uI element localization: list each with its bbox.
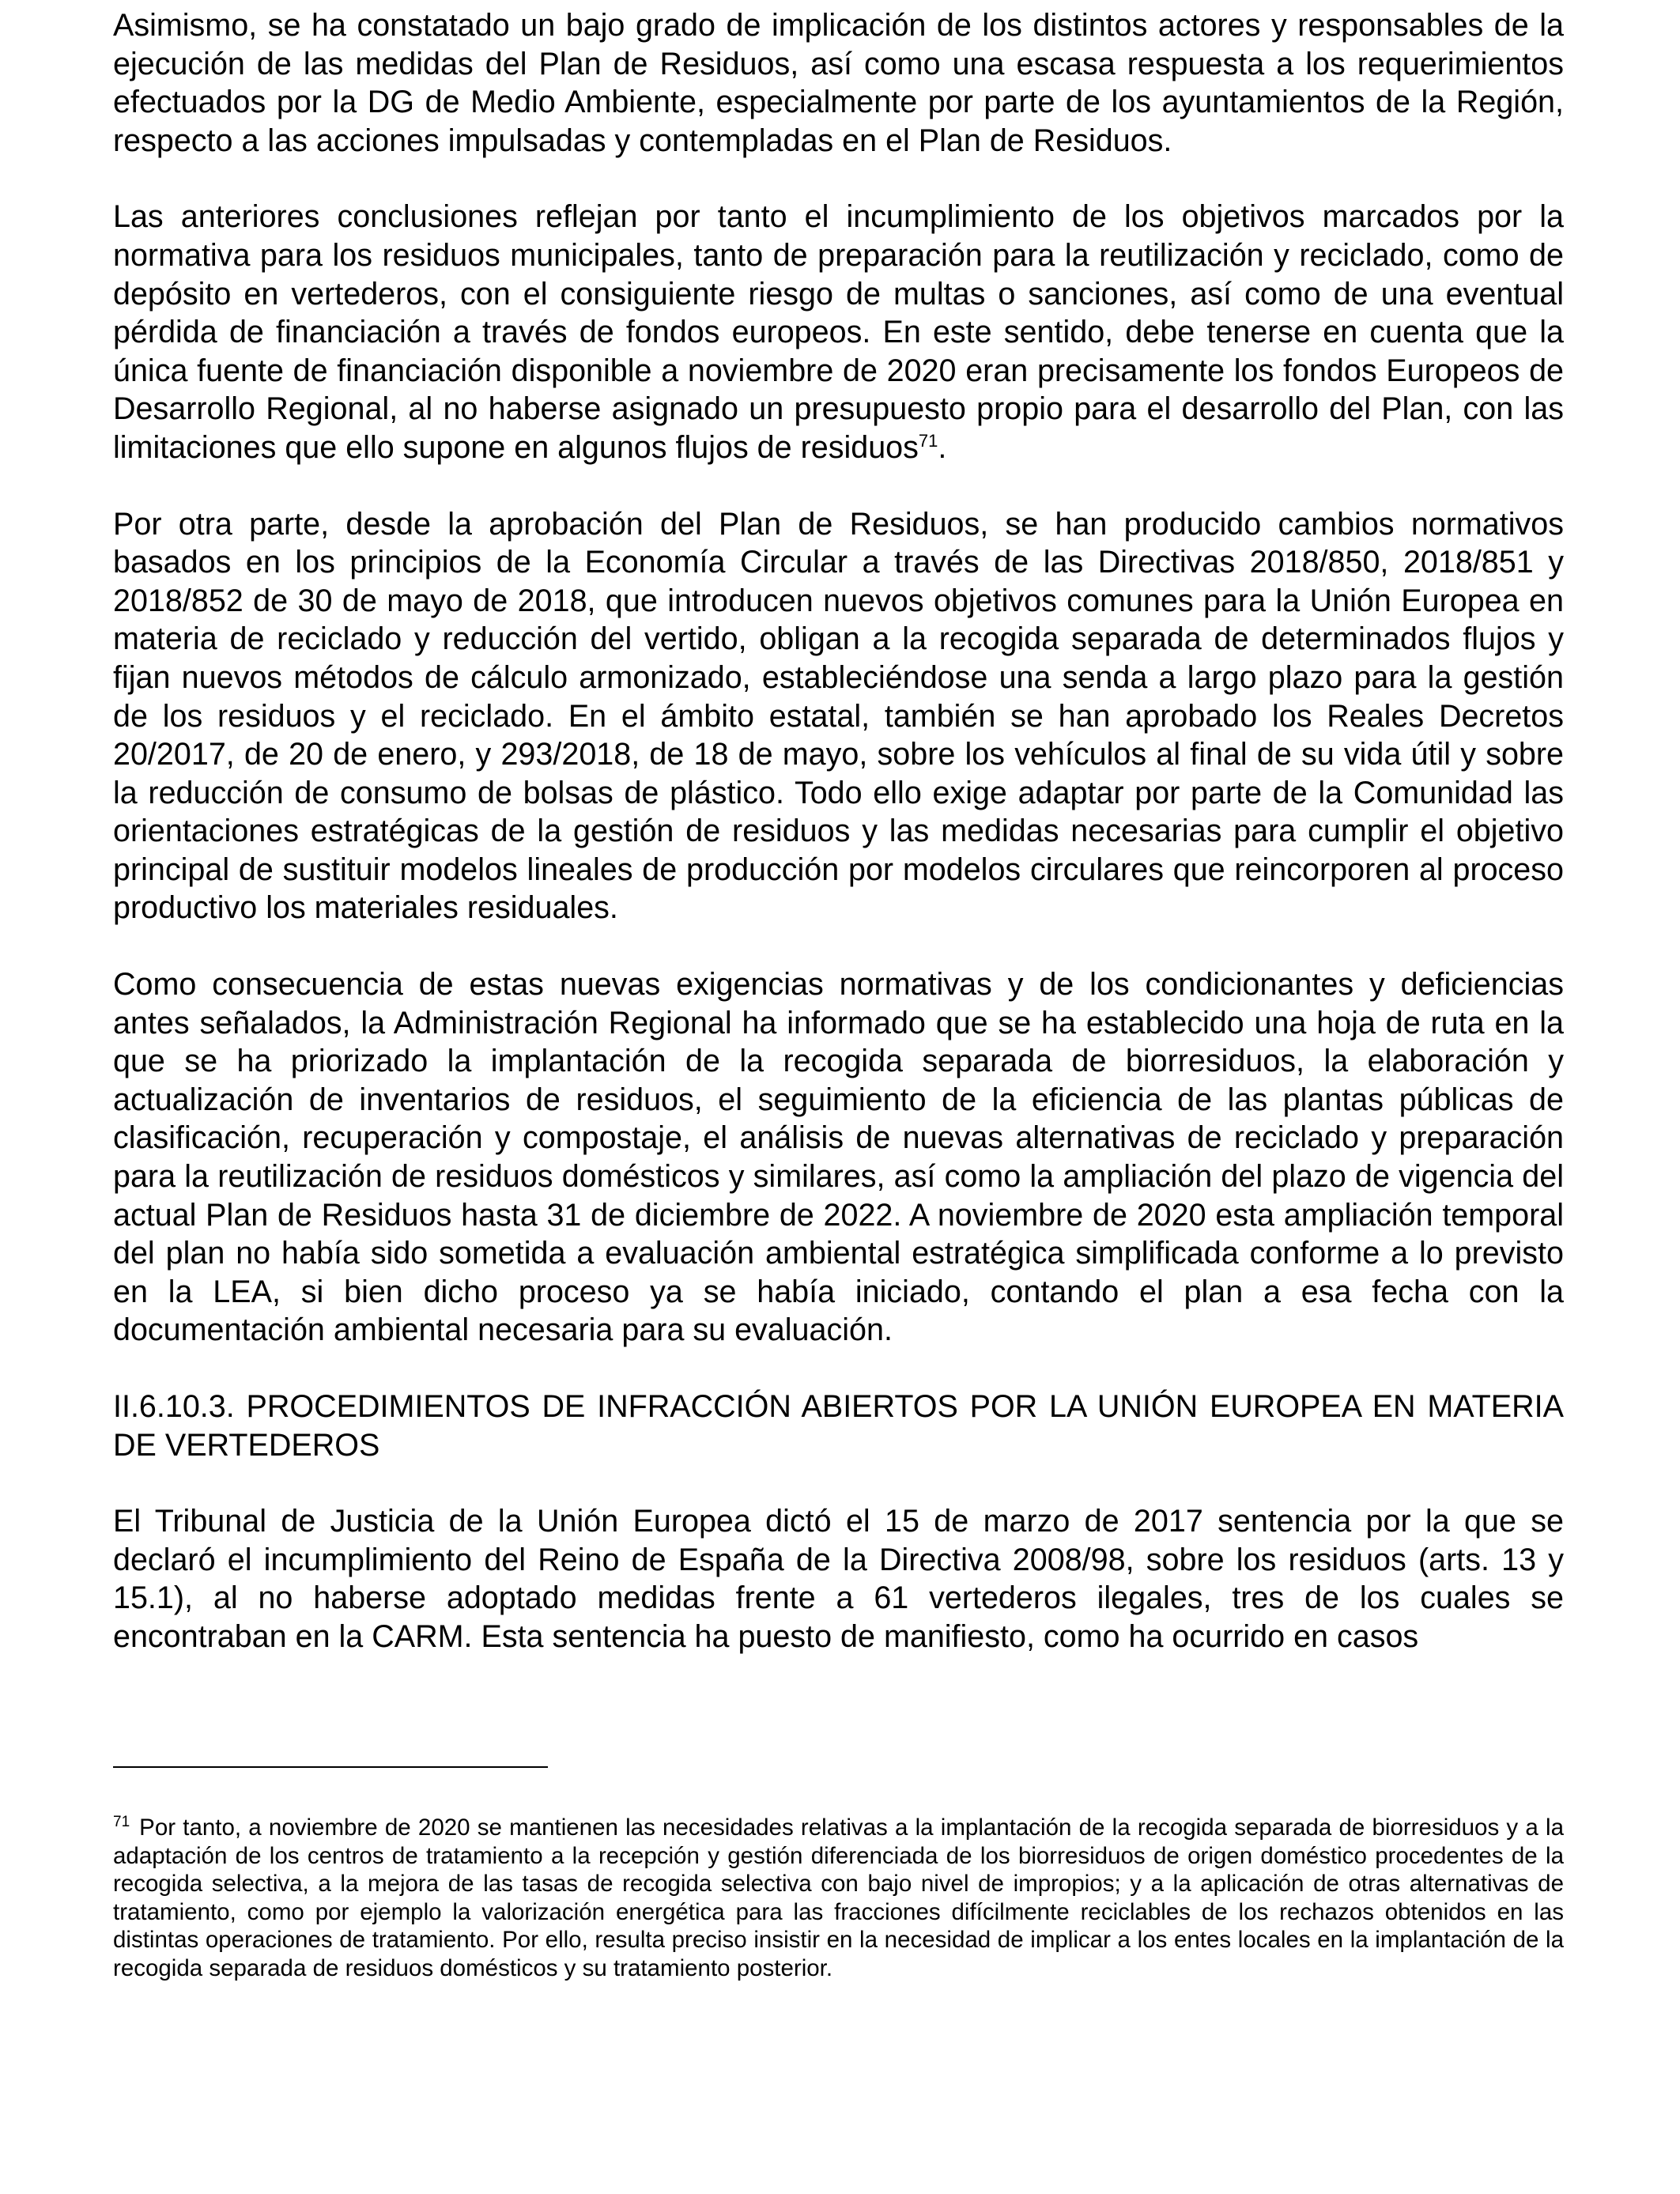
footnote (113, 1814, 1564, 1982)
body-text (113, 6, 1564, 1694)
section-paragraph: El Tribunal de Justicia de la Unión Europea dictó el 15 de marzo de 2017 sentencia por la que se declaró el incumplimiento del Reino de España de la Directiva 2008/98, sobre los residuos (arts. 13 y 15.1), al no haberse adoptado medidas frente a 61 vertederos ilegales, tres de los cuales se encontraban en la CARM. Esta sentencia ha puesto de manifiesto, como ha ocurrido en casos (113, 1504, 1564, 1654)
footnote-separator (113, 1766, 548, 1768)
footnote-number: 71 (113, 1814, 130, 1831)
paragraph-2 (113, 198, 1564, 466)
paragraph-2-end: . (938, 429, 947, 465)
section-heading: II.6.10.3. PROCEDIMIENTOS DE INFRACCIÓN ABIERTOS POR LA UNIÓN EUROPEA EN MATERIA DE VERTEDEROS (113, 1389, 1564, 1463)
paragraph-3: Por otra parte, desde la aprobación del Plan de Residuos, se han producido cambios normativos basados en los principios de la Economía Circular a través de las Directivas 2018/850, 2018/851 y 2018/852 de 30 de mayo de 2018, que introducen nuevos objetivos comunes para la Unión Europea en materia de reciclado y reducción del vertido, obligan a la recogida separada de determinados flujos y fijan nuevos métodos de cálculo armonizado, estableciéndose una senda a largo plazo para la gestión de los residuos y el reciclado. En el ámbito estatal, también se han aprobado los Reales Decretos 20/2017, de 20 de enero, y 293/2018, de 18 de mayo, sobre los vehículos al final de su vida útil y sobre la reducción de consumo de bolsas de plástico. Todo ello exige adaptar por parte de la Comunidad las orientaciones estratégicas de la gestión de residuos y las medidas necesarias para cumplir el objetivo principal de sustituir modelos lineales de producción por modelos circulares que reincorporen al proceso productivo los materiales residuales. (113, 506, 1564, 926)
paragraph-4: Como consecuencia de estas nuevas exigencias normativas y de los condicionantes y deficiencias antes señalados, la Administración Regional ha informado que se ha establecido una hoja de ruta en la que se ha priorizado la implantación de la recogida separada de biorresiduos, la elaboración y actualización de inventarios de residuos, el seguimiento de la eficiencia de las plantas públicas de clasificación, recuperación y compostaje, el análisis de nuevas alternativas de reciclado y preparación para la reutilización de residuos domésticos y similares, así como la ampliación del plazo de vigencia del actual Plan de Residuos hasta 31 de diciembre de 2022. A noviembre de 2020 esta ampliación temporal del plan no había sido sometida a evaluación ambiental estratégica simplificada conforme a lo previsto en la LEA, si bien dicho proceso ya se había iniciado, contando el plan a esa fecha con la documentación ambiental necesaria para su evaluación. (113, 967, 1564, 1348)
paragraph-2-text: Las anteriores conclusiones reflejan por tanto el incumplimiento de los objetivos marcados por la normativa para los residuos municipales, tanto de preparación para la reutilización y reciclado, como de depósito en vertederos, con el consiguiente riesgo de multas o sanciones, así como de una eventual pérdida de financiación a través de fondos europeos. En este sentido, debe tenerse en cuenta que la única fuente de financiación disponible a noviembre de 2020 eran precisamente los fondos Europeos de Desarrollo Regional, al no haberse asignado un presupuesto propio para el desarrollo del Plan, con las limitaciones que ello supone en algunos flujos de residuos (113, 199, 1564, 465)
paragraph-1: Asimismo, se ha constatado un bajo grado de implicación de los distintos actores y responsables de la ejecución de las medidas del Plan de Residuos, así como una escasa respuesta a los requerimientos efectuados por la DG de Medio Ambiente, especialmente por parte de los ayuntamientos de la Región, respecto a las acciones impulsadas y contempladas en el Plan de Residuos. (113, 8, 1564, 158)
footnote-text: Por tanto, a noviembre de 2020 se mantienen las necesidades relativas a la implantación de la recogida separada de biorresiduos y a la adaptación de los centros de tratamiento a la recepción y gestión diferenciada de los biorresiduos de origen doméstico procedentes de la recogida selectiva, a la mejora de las tasas de recogida selectiva con bajo nivel de impropios; y a la aplicación de otras alternativas de tratamiento, como por ejemplo la valorización energética para las fracciones difícilmente reciclables de los rechazos obtenidos en las distintas operaciones de tratamiento. Por ello, resulta preciso insistir en la necesidad de implicar a los entes locales en la implantación de la recogida separada de residuos domésticos y su tratamiento posterior. (113, 1814, 1564, 1981)
footnote-reference[interactable]: 71 (918, 430, 938, 451)
